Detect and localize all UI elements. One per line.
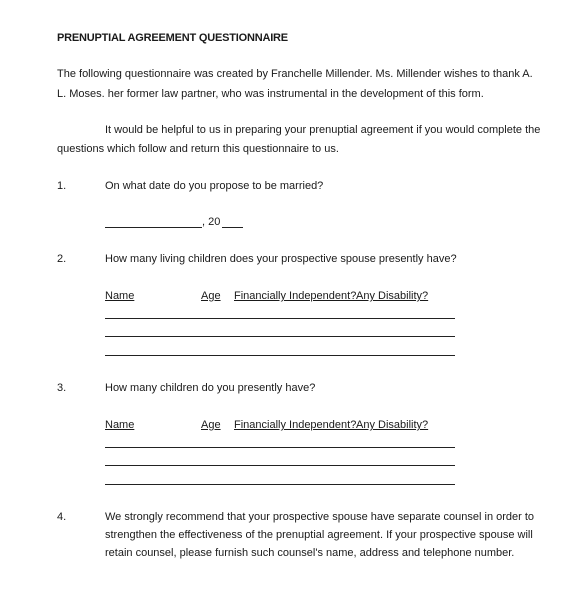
q4-line-3: retain counsel, please furnish such counsel's name, address and telephone number. — [105, 547, 515, 559]
document-title: PRENUPTIAL AGREEMENT QUESTIONNAIRE — [57, 32, 288, 44]
q2-col-age: Age — [201, 290, 221, 302]
q2-answer-line-3[interactable] — [105, 355, 455, 356]
q2-answer-line-1[interactable] — [105, 318, 455, 319]
q1-year-blank[interactable] — [222, 227, 243, 228]
q4-number: 4. — [57, 511, 67, 523]
q2-number: 2. — [57, 253, 67, 265]
q4-line-2: strengthen the effectiveness of the prenuptial agreement. If your prospective spouse will — [105, 529, 533, 541]
q3-col-name: Name — [105, 419, 135, 431]
q1-text: On what date do you propose to be married? — [105, 180, 324, 192]
intro-line-1: The following questionnaire was created by Franchelle Millender. Ms. Millender wishes to thank A. — [57, 68, 533, 80]
q3-number: 3. — [57, 382, 67, 394]
q2-col-any-disability: Any Disability? — [356, 290, 429, 302]
q3-answer-line-2[interactable] — [105, 465, 455, 466]
q1-year-prefix: , 20 — [202, 216, 221, 228]
q3-answer-line-1[interactable] — [105, 447, 455, 448]
q4-line-1: We strongly recommend that your prospective spouse have separate counsel in order to — [105, 511, 535, 523]
q1-number: 1. — [57, 180, 67, 192]
q3-answer-line-3[interactable] — [105, 484, 455, 485]
q2-col-name: Name — [105, 290, 135, 302]
q3-col-financially-independent: Financially Independent? — [234, 419, 357, 431]
request-line-2: questions which follow and return this questionnaire to us. — [57, 143, 339, 155]
q3-text: How many children do you presently have? — [105, 382, 316, 394]
q2-text: How many living children does your prospective spouse presently have? — [105, 253, 457, 265]
q2-answer-line-2[interactable] — [105, 336, 455, 337]
q3-col-any-disability: Any Disability? — [356, 419, 429, 431]
request-line-1: It would be helpful to us in preparing your prenuptial agreement if you would complete the — [105, 124, 541, 136]
intro-line-2: L. Moses. her former law partner, who was instrumental in the development of this form. — [57, 88, 484, 100]
q1-date-blank[interactable] — [105, 227, 202, 228]
q3-col-age: Age — [201, 419, 221, 431]
q2-col-financially-independent: Financially Independent? — [234, 290, 357, 302]
